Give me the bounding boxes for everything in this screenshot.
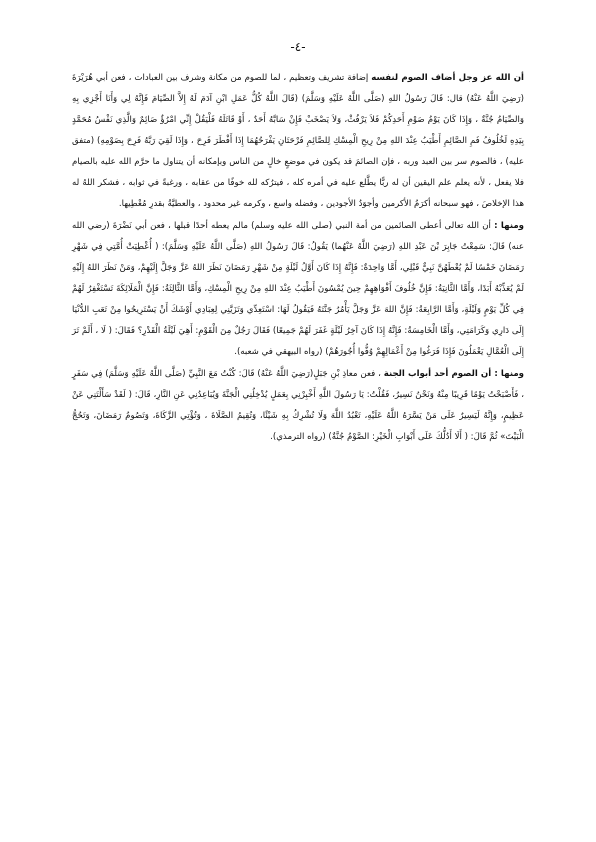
paragraph-3-text: ، فعن معاذِ بْنِ جَبَلٍ(رَضِيَ اللَّهُ عَنْهُ) قَالَ: كُنْتُ مَعَ النَّبِيِّ (صَلَّى اللَّهُ عَلَيْهِ وَسَلَّمَ) فِي سَفَرٍ ، فَأَصْبَحْتُ يَوْمًا قَرِيبًا مِنْهُ وَنَحْنُ نَسِيرُ، فَقُلْتُ: يَا رَسُولَ اللَّهِ أَخْبِرْنِي بِعَمَلٍ يُدْخِلُنِي الْجَنَّةَ وَيُبَاعِدُنِي عَنِ النَّارِ، قَالَ: ( لَقَدْ سَأَلْتَنِي عَنْ عَظِيمٍ، وَإِنَّهُ لَيَسِيرٌ عَلَى مَنْ يَسَّرَهُ اللَّهُ عَلَيْهِ، تَعْبُدُ اللَّهَ وَلَا تُشْرِكُ بِهِ شَيْئًا، وَتُقِيمُ الصَّلَاةَ ، وَتُؤْتِي الزَّكَاةَ، وَتَصُومُ رَمَضَانَ، وَتَحُجُّ الْبَيْتَ» ثُمَّ قَالَ: ( أَلَا أَدُلُّكَ عَلَى أَبْوَابِ الْخَيْرِ: الصَّوْمُ جُنَّةٌ) (رواه الترمذي). <box>72 369 524 442</box>
paragraph-3-heading: ومنها : أن الصوم أحد أبواب الجنة <box>383 369 524 379</box>
paragraph-1 <box>72 68 524 215</box>
paragraph-2 <box>72 216 524 363</box>
page-number: -٤- <box>290 40 306 54</box>
paragraph-2-text: أن الله تعالى أعطى الصائمين من أمة النبي (صلى الله عليه وسلم) مالم يعطه أحدًا قبلها ، فعن أبي نَضْرَةَ (رضي الله عنه) قَالَ: سَمِعْتُ جَابِرَ بْنَ عَبْدِ اللهِ (رَضِيَ اللَّهُ عَنْهُما) يَقُولُ: قَالَ رَسُولُ اللهِ (صَلَّى اللَّهُ عَلَيْهِ وَسَلَّمَ): ( أُعْطِيَتْ أُمَّتِي فِي شَهْرِ رَمَضَانَ خَمْسًا لَمْ يُعْطَهُنَّ نَبِيٌّ قَبْلِي، أَمَّا وَاحِدَةٌ: فَإِنَّهُ إِذَا كَانَ أَوَّلُ لَيْلَةٍ مِنْ شَهْرِ رَمَضَانَ نَظَرَ اللهُ عَزَّ وَجَلَّ إِلَيْهِمْ، وَمَنْ نَظَرَ اللهُ إِلَيْهِ لَمْ يُعَذِّبْهُ أَبَدًا، وَأَمَّا الثَّانِيَةُ: فَإِنَّ خُلُوفَ أَفْوَاهِهِمْ حِينَ يُمْسُونَ أَطْيَبُ عِنْدَ اللهِ مِنْ رِيحِ الْمِسْكِ، وَأَمَّا الثَّالِثَةُ: فَإِنَّ الْمَلَائِكَةَ تَسْتَغْفِرُ لَهُمْ فِي كُلِّ يَوْمٍ وَلَيْلَةٍ، وَأَمَّا الرَّابِعَةُ: فَإِنَّ اللهَ عَزَّ وَجَلَّ يَأْمُرُ جَنَّتَهُ فَيَقُولُ لَهَا: اسْتَعِدِّي وَتَزَيَّنِي لِعِبَادِي أَوْشَكَ أَنْ يَسْتَرِيحُوا مِنْ تَعَبِ الدُّنْيَا إِلَى دَارِي وَكَرَامَتِي، وَأَمَّا الْخَامِسَةُ: فَإِنَّهُ إِذَا كَانَ آخِرُ لَيْلَةٍ غَفَرَ لَهُمْ جَمِيعًا) فَقَالَ رَجُلٌ مِنَ الْقَوْمِ: أَهِيَ لَيْلَةُ الْقَدْرِ؟ فَقَالَ: ( لَا ، أَلَمْ تَرَ إِلَى الْعُمَّالِ يَعْمَلُونَ فَإِذَا فَرَغُوا مِنْ أَعْمَالِهِمْ وُفُّوا أُجُورَهُمْ) (رواه البيهقي في شعبه). <box>72 221 524 357</box>
paragraph-2-heading: ومنها : <box>494 221 525 231</box>
paragraph-1-heading: أن الله عز وجل أضاف الصوم لنفسه <box>371 73 524 83</box>
document-body <box>72 68 524 449</box>
paragraph-3 <box>72 364 524 448</box>
paragraph-1-text: إضافة تشريف وتعظيم ، لما للصوم من مكانة وشرف بين العبادات ، فعن أبي هُرَيْرَةَ (رَضِيَ اللَّهُ عَنْهُ) قال: قَالَ رَسُولُ اللهِ (صَلَّى اللَّهُ عَلَيْهِ وَسَلَّمَ) (قَالَ اللَّهُ كُلُّ عَمَلِ ابْنِ آدَمَ لَهُ إِلاَّ الصِّيَامَ فَإِنَّهُ لِي وَأَنَا أَجْزِي بِهِ وَالصِّيَامُ جُنَّةٌ ، وَإِذَا كَانَ يَوْمُ صَوْمِ أَحَدِكُمْ فَلاَ يَرْفُثْ، وَلاَ يَصْخَبْ فَإِنْ سَابَّهُ أَحَدٌ ، أَوْ قَاتَلَهُ فَلْيَقُلْ إِنِّي امْرُؤٌ صَائِمٌ وَالَّذِي نَفْسُ مُحَمَّدٍ بِيَدِهِ لَخُلُوفُ فَمِ الصَّائِمِ أَطْيَبُ عِنْدَ اللهِ مِنْ رِيحِ الْمِسْكِ لِلصَّائِمِ فَرْحَتَانِ يَفْرَحُهُمَا إِذَا أَفْطَرَ فَرِحَ ، وَإِذَا لَقِيَ رَبَّهُ فَرِحَ بِصَوْمِهِ) (متفق عليه) ، فالصوم سر بين العبد وربه ، فإن الصائمَ قد يكون في موضعٍ خالٍ من الناس وبإمكانه أن يتناول ما حرَّم الله عليه بالصيام فلا يفعل ، لأنه يعلم علم اليقين أن له ربًّا يطَّلع عليه في أمره كله ، فيترُكه لله خوفًا من عقابه ، ورغبةً في ثوابه ، فشكر اللهُ له هذا الإخلاصَ ، فهو سبحانه أكرَمُ الأكرمين وأجوَدُ الأجودين ، وفضله واسع ، وكرمه غير محدود ، والعطيَّةُ بقدرِ مُعْطِيها. <box>72 73 524 209</box>
